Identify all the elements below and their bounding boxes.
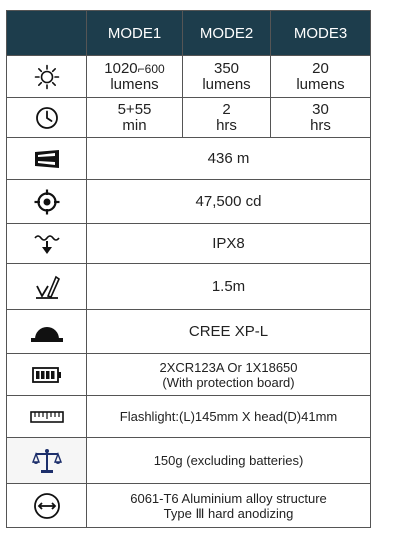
- row-brightness: [7, 56, 371, 98]
- brightness-mode1-high: 1020: [104, 59, 138, 77]
- runtime-mode1-value: 5+55: [117, 100, 152, 118]
- row-led: [7, 310, 371, 354]
- row-intensity: [7, 180, 371, 224]
- brightness-mode1: [87, 56, 183, 98]
- row-runtime: [7, 98, 371, 138]
- brightness-mode1-unit: lumens: [110, 75, 159, 93]
- led-icon: [7, 310, 87, 354]
- ruler-icon: [7, 396, 87, 438]
- impact-resistance-icon: [7, 264, 87, 310]
- row-distance: [7, 138, 371, 180]
- scale-icon: [7, 438, 87, 484]
- runtime-mode3-unit: hrs: [310, 116, 331, 134]
- material-value: [87, 484, 371, 528]
- distance-value: 436 m: [87, 138, 371, 180]
- brightness-mode3: [271, 56, 371, 98]
- runtime-mode3-value: 30: [312, 100, 329, 118]
- battery-line2: (With protection board): [162, 374, 295, 390]
- runtime-mode1-unit: min: [122, 116, 147, 134]
- runtime-mode1: [87, 98, 183, 138]
- row-weight: [7, 438, 371, 484]
- brightness-mode1-low: 600: [144, 61, 165, 76]
- brightness-step-arrow: ⌐: [137, 61, 145, 76]
- header-mode1: MODE1: [87, 11, 183, 56]
- sun-icon: [7, 56, 87, 98]
- target-icon: [7, 180, 87, 224]
- runtime-mode2-value: 2: [222, 100, 231, 118]
- runtime-mode2-unit: hrs: [216, 116, 237, 134]
- row-battery: [7, 354, 371, 396]
- row-impact: [7, 264, 371, 310]
- brightness-mode3-unit: lumens: [296, 75, 345, 93]
- row-material: [7, 484, 371, 528]
- water-resistance-icon: [7, 224, 87, 264]
- spec-table: [6, 10, 371, 528]
- material-line1: 6061-T6 Aluminium alloy structure: [130, 490, 327, 506]
- led-value: CREE XP-L: [87, 310, 371, 354]
- row-waterproof: [7, 224, 371, 264]
- header-mode2: MODE2: [183, 11, 271, 56]
- header-row: [7, 11, 371, 56]
- clock-icon: [7, 98, 87, 138]
- battery-value: [87, 354, 371, 396]
- impact-value: 1.5m: [87, 264, 371, 310]
- brightness-mode2-unit: lumens: [202, 75, 251, 93]
- header-blank: [7, 11, 87, 56]
- intensity-value: 47,500 cd: [87, 180, 371, 224]
- header-mode3: MODE3: [271, 11, 371, 56]
- battery-icon: [7, 354, 87, 396]
- beam-distance-icon: [7, 138, 87, 180]
- material-icon: [7, 484, 87, 528]
- waterproof-value: IPX8: [87, 224, 371, 264]
- dimensions-value: Flashlight:(L)145mm X head(D)41mm: [87, 396, 371, 438]
- weight-value: 150g (excluding batteries): [87, 438, 371, 484]
- runtime-mode3: [271, 98, 371, 138]
- runtime-mode2: [183, 98, 271, 138]
- material-line2: Type Ⅲ hard anodizing: [163, 505, 294, 521]
- brightness-mode2: [183, 56, 271, 98]
- brightness-mode3-value: 20: [312, 59, 329, 77]
- battery-line1: 2XCR123A Or 1X18650: [159, 359, 298, 375]
- row-dimensions: [7, 396, 371, 438]
- brightness-mode2-value: 350: [213, 59, 240, 77]
